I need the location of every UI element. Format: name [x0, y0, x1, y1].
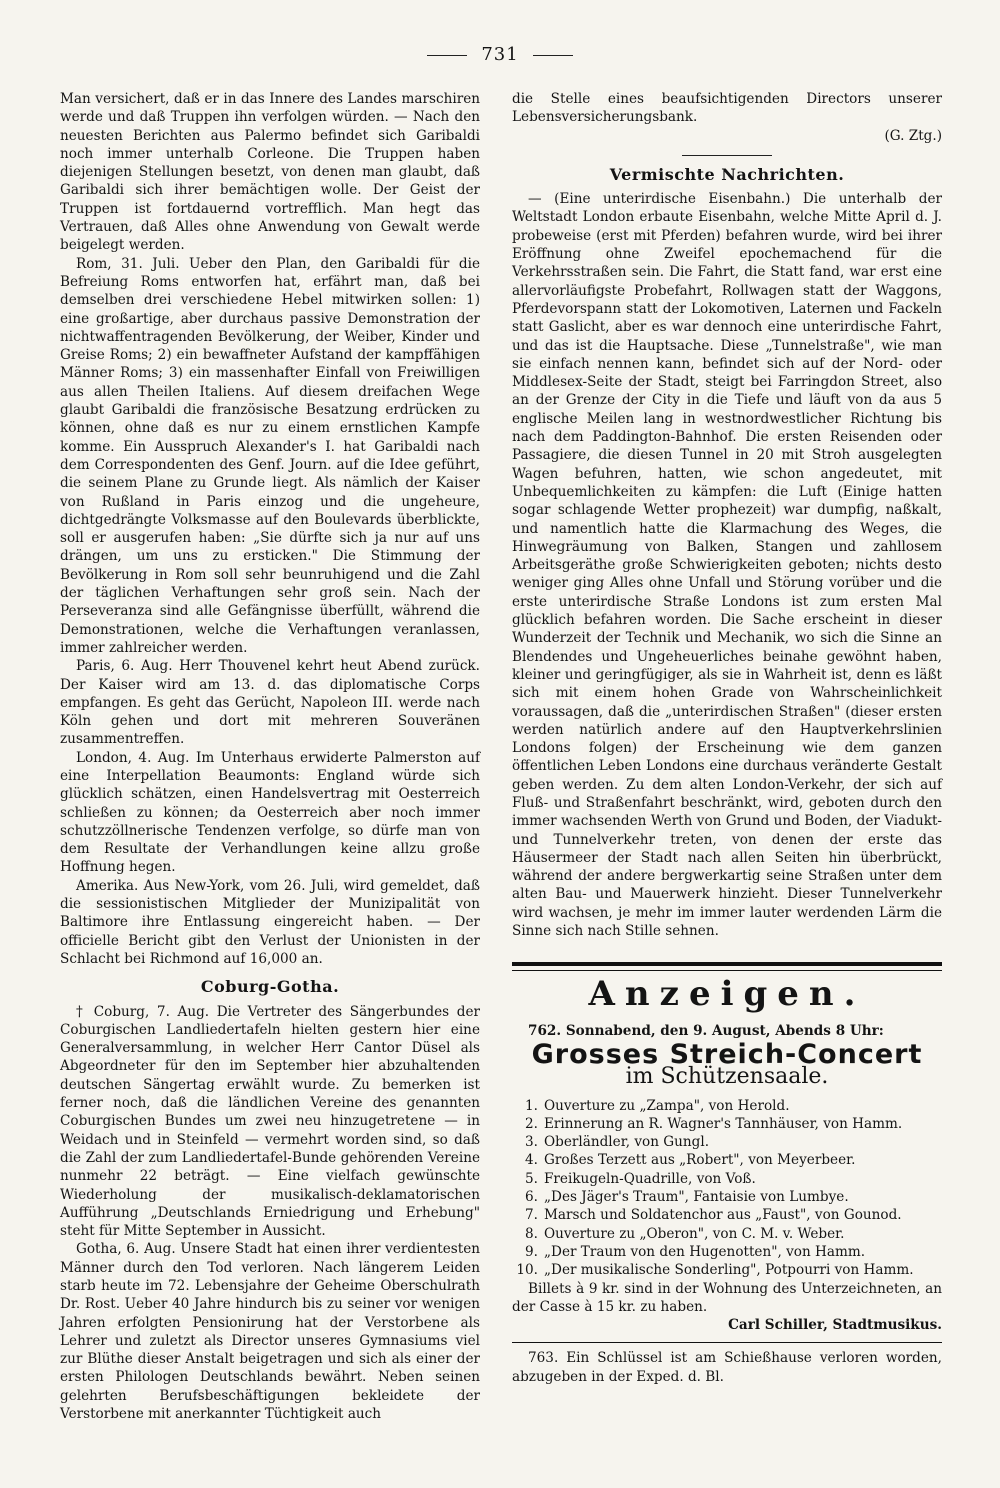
program-item-text: Großes Terzett aus „Robert", von Meyerbeer.	[544, 1152, 856, 1169]
article-paragraph-america: Amerika. Aus New-York, vom 26. Juli, wird gemeldet, daß die sessionistischen Mitglieder der Munizipalität von Baltimore ihre Entlassung eingereicht haben. — Der officielle Bericht gibt den Verlust der Unionisten in der Schlacht bei Richmond auf 16,000 an.	[60, 877, 480, 967]
ad-762-title: Grosses Streich-Concert	[531, 1038, 923, 1070]
ad-762-header: 762. Sonnabend, den 9. August, Abends 8 Uhr:	[528, 1022, 884, 1039]
ad-762-signature: Carl Schiller, Stadtmusikus.	[728, 1317, 942, 1334]
program-item-text: „Des Jäger's Traum", Fantaisie von Lumbye.	[544, 1189, 849, 1206]
left-column	[60, 90, 480, 1423]
program-item	[512, 1188, 942, 1206]
program-item	[512, 1151, 942, 1169]
article-paragraph-coburg: † Coburg, 7. Aug. Die Vertreter des Sängerbundes der Coburgischen Landliedertafeln hielten gestern hier eine Generalversammlung, in welcher Herr Cantor Düsel als Abgeordneter für den im September hier abzuhaltenden deutschen Sängertag erwählt wurde. Zu bemerken ist ferner noch, daß die ländlichen Vereine des genannten Coburgischen Bundes um zwei neu hinzugetretene — in Weidach und in Steinfeld — vermehrt worden sind, so daß die Zahl der zum Landliedertafel-Bunde gehörenden Vereine nunmehr 22 beträgt. — Eine vielfach gewünschte Wiederholung der musikalisch-deklamatorischen Aufführung „Deutschlands Erniedrigung und Erhebung" steht für Mitte September in Aussicht.	[60, 1003, 480, 1240]
program-item-number: 8.	[525, 1225, 538, 1242]
ad-762-tickets: Billets à 9 kr. sind in der Wohnung des Unterzeichneten, an der Casse à 15 kr. zu haben.	[512, 1280, 942, 1315]
page-number-rule-left	[427, 55, 467, 56]
program-item-number: 1.	[525, 1097, 538, 1114]
program-item-text: Ouverture zu „Zampa", von Herold.	[544, 1097, 790, 1114]
ads-heading: Anzeigen.	[588, 974, 866, 1015]
article-paragraph-paris: Paris, 6. Aug. Herr Thouvenel kehrt heut Abend zurück. Der Kaiser wird am 13. d. das diplomatische Corps empfangen. Es geht das Gerücht, Napoleon III. werde nach Köln gehen und dort mit mehreren Souveränen zusammentreffen.	[60, 658, 480, 748]
article-paragraph-rome: Rom, 31. Juli. Ueber den Plan, den Garibaldi für die Befreiung Roms entworfen hat, erfährt man, daß bei demselben drei verschiedene Hebel mitwirken sollen: 1) eine großartige, aber durchaus passive Demonstration der nichtwaffentragenden Bevölkerung, der Weiber, Kinder und Greise Roms; 2) ein bewaffneter Aufstand der kampffähigen Männer Roms; 3) ein massenhafter Einfall von Freiwilligen aus allen Theilen Italiens. Auf diesem dreifachen Wege glaubt Garibaldi die französische Besatzung erdrücken zu können, ohne daß es nur zu einem ernstlichen Kampfe komme. Ein Ausspruch Alexander's I. hat Garibaldi nach dem Correspondenten des Genf. Journ. auf die Idee geführt, die seinem Plane zu Grunde liegt. Als nämlich der Kaiser von Rußland in Paris einzog und die ungeheure, dichtgedrängte Volksmasse auf den Boulevards überblickte, soll er ausgerufen haben: „Sie dürfte sich ja nur auf uns drängen, um uns zu ersticken." Die Stimmung der Bevölkerung in Rom soll sehr beunruhigend und die Zahl der täglichen Verhaftungen sehr groß sein. Nach der Perseveranza sind alle Gefängnisse überfüllt, während die Demonstrationen, welche die Verhaftungen veranlassen, immer zahlreicher werden.	[60, 255, 480, 656]
continuation-source: (G. Ztg.)	[884, 127, 942, 144]
article-paragraph-london: London, 4. Aug. Im Unterhaus erwiderte Palmerston auf eine Interpellation Beaumonts: England würde sich glücklich schätzen, einen Handelsvertrag mit Oesterreich schließen zu können; da Oesterreich aber noch immer schutzzöllnerische Tendenzen verfolge, so dürfe man von dem Resultate der Verhandlungen keine allzu große Hoffnung hegen.	[60, 749, 480, 876]
continuation-text: die Stelle eines beaufsichtigenden Directors unserer Lebensversicherungsbank.	[512, 91, 942, 126]
page-number-rule-right	[533, 55, 573, 56]
section-divider	[682, 155, 772, 156]
page-number	[0, 44, 1000, 65]
program-item-text: „Der Traum von den Hugenotten", von Hamm.	[544, 1243, 866, 1260]
continuation-paragraph	[512, 90, 942, 127]
program-item-number: 7.	[525, 1207, 538, 1224]
program-item	[512, 1115, 942, 1133]
page-number-text: 731	[481, 44, 519, 65]
program-item-text: „Der musikalische Sonderling", Potpourri von Hamm.	[544, 1262, 914, 1279]
ads-thick-rule	[512, 962, 942, 966]
program-item	[512, 1243, 942, 1261]
program-item	[512, 1170, 942, 1188]
section-heading-coburg-gotha: Coburg-Gotha.	[200, 977, 340, 997]
program-item-number: 9.	[525, 1243, 538, 1260]
program-item-number: 6.	[525, 1189, 538, 1206]
program-item-number: 5.	[525, 1170, 538, 1187]
program-item-number: 2.	[525, 1115, 538, 1132]
program-item-number: 4.	[525, 1152, 538, 1169]
ad-divider	[512, 1342, 942, 1343]
program-item-text: Ouverture zu „Oberon", von C. M. v. Weber.	[544, 1225, 845, 1242]
right-column	[512, 90, 942, 1386]
program-item-number: 10.	[516, 1262, 538, 1279]
program-item-number: 3.	[525, 1134, 538, 1151]
program-item	[512, 1225, 942, 1243]
program-item	[512, 1097, 942, 1115]
program-item-text: Freikugeln-Quadrille, von Voß.	[544, 1170, 756, 1187]
program-item-text: Marsch und Soldatenchor aus „Faust", von Gounod.	[544, 1207, 902, 1224]
program-item-text: Erinnerung an R. Wagner's Tannhäuser, von Hamm.	[544, 1115, 903, 1132]
program-item-text: Oberländler, von Gungl.	[544, 1134, 710, 1151]
program-item	[512, 1206, 942, 1224]
ads-thin-rule	[512, 970, 942, 971]
program-item	[512, 1133, 942, 1151]
ad-763: 763. Ein Schlüssel ist am Schießhause verloren worden, abzugeben in der Exped. d. Bl.	[512, 1350, 942, 1385]
ad-762-venue: im Schützensaale.	[625, 1064, 829, 1090]
concert-program	[512, 1097, 942, 1280]
article-paragraph-underground-railway: — (Eine unterirdische Eisenbahn.) Die unterhalb der Weltstadt London erbaute Eisenbahn, welche Mitte April d. J. probeweise (erst mit Pferden) befahren wurde, wird bei ihrer Eröffnung ohne Zweifel epochemachend für die Verkehrsstraßen sein. Die Fahrt, die Statt fand, war erst eine allervorläufigste Probefahrt, Rollwagen statt der Waggons, Pferdevorspann statt der Lokomotiven, Laternen und Fackeln statt Gaslicht, aber es war dennoch eine unterirdische Fahrt, und das ist die Hauptsache. Diese „Tunnelstraße", wie man sie einfach nennen kann, befindet sich auf der Nord- oder Middlesex-Seite der Stadt, steigt bei Farringdon Street, also an der Grenze der City in die Tiefe und läuft von da aus 5 englische Meilen lang in westnordwestlicher Richtung bis nach dem Paddington-Bahnhof. Die ersten Reisenden oder Passagiere, die diesen Tunnel in 20 mit Stroh ausgelegten Wagen befuhren, hatten, wie schon angedeutet, mit Unbequemlichkeiten zu kämpfen: die Luft (Einige hatten sogar schlagende Wetter prophezeit) war dumpfig, naßkalt, und namentlich hatte die Klarmachung des Weges, die Hinwegräumung von Balken, Stangen und zahllosem Arbeitsgeräthe große Schwierigkeiten geboten; nichts desto weniger ging Alles ohne Unfall und Störung vorüber und die erste unterirdische Straße Londons ist zum ersten Mal glücklich befahren worden. Die Sache erscheint in dieser Wunderzeit der Technik und Mechanik, wo sich die Sinne an Blendendes und Ungeheuerliches beinahe gewöhnt haben, kleiner und geringfügiger, als sie in Wahrheit ist, denn es läßt sich mit einem hohen Grade von Wahrscheinlichkeit voraussagen, daß die „unterirdischen Straßen" (dieser ersten werden natürlich andere auf den Hauptverkehrslinien Londons folgen) der Erscheinung wie dem ganzen öffentlichen Leben Londons eine durchaus veränderte Gestalt geben werden. Zu dem alten London-Verkehr, der sich auf Fluß- und Straßenfahrt beschränkt, wird, geboten durch den immer wachsenden Werth von Grund und Boden, der Viadukt- und Tunnelverkehr treten, von denen der erste das Häusermeer der Stadt nach allen Seiten hin überbrückt, während der andere bergwerkartig seine Straßen unter dem alten Bau- und Mauerwerk hinzieht. Dieser Tunnelverkehr wird wachsen, je mehr im immer lauter werdenden Lärm die Sinne sich nach Stille sehnen.	[512, 191, 942, 940]
article-paragraph: Man versichert, daß er in das Innere des Landes marschiren werde und daß Truppen ihn verfolgen würden. — Nach den neuesten Berichten aus Palermo befindet sich Garibaldi noch immer unterhalb Corleone. Die Truppen haben diejenigen Stellungen besetzt, von denen man glaubt, daß Garibaldi sich ihrer bemächtigen wolle. Der Geist der Truppen ist fortdauernd vortrefflich. Man hegt das Vertrauen, daß Alles ohne Anwendung von Gewalt werde beigelegt werden.	[60, 91, 480, 254]
article-paragraph-gotha: Gotha, 6. Aug. Unsere Stadt hat einen ihrer verdientesten Männer durch den Tod verloren. Nach längerem Leiden starb heute im 72. Lebensjahre der Geheime Oberschulrath Dr. Rost. Ueber 40 Jahre hindurch bis zu seiner vor wenigen Jahren erfolgten Pensionirung hat der Verstorbene als Lehrer und zuletzt als Director unseres Gymnasiums viel zur Blüthe dieser Anstalt beigetragen und sich als einer der ersten Philologen Deutschlands bewährt. Neben seinen gelehrten Berufsbeschäftigungen bekleidete der Verstorbene mit anerkannter Tüchtigkeit auch	[60, 1241, 480, 1423]
program-item	[512, 1261, 942, 1279]
section-heading-misc-news: Vermischte Nachrichten.	[609, 164, 845, 184]
